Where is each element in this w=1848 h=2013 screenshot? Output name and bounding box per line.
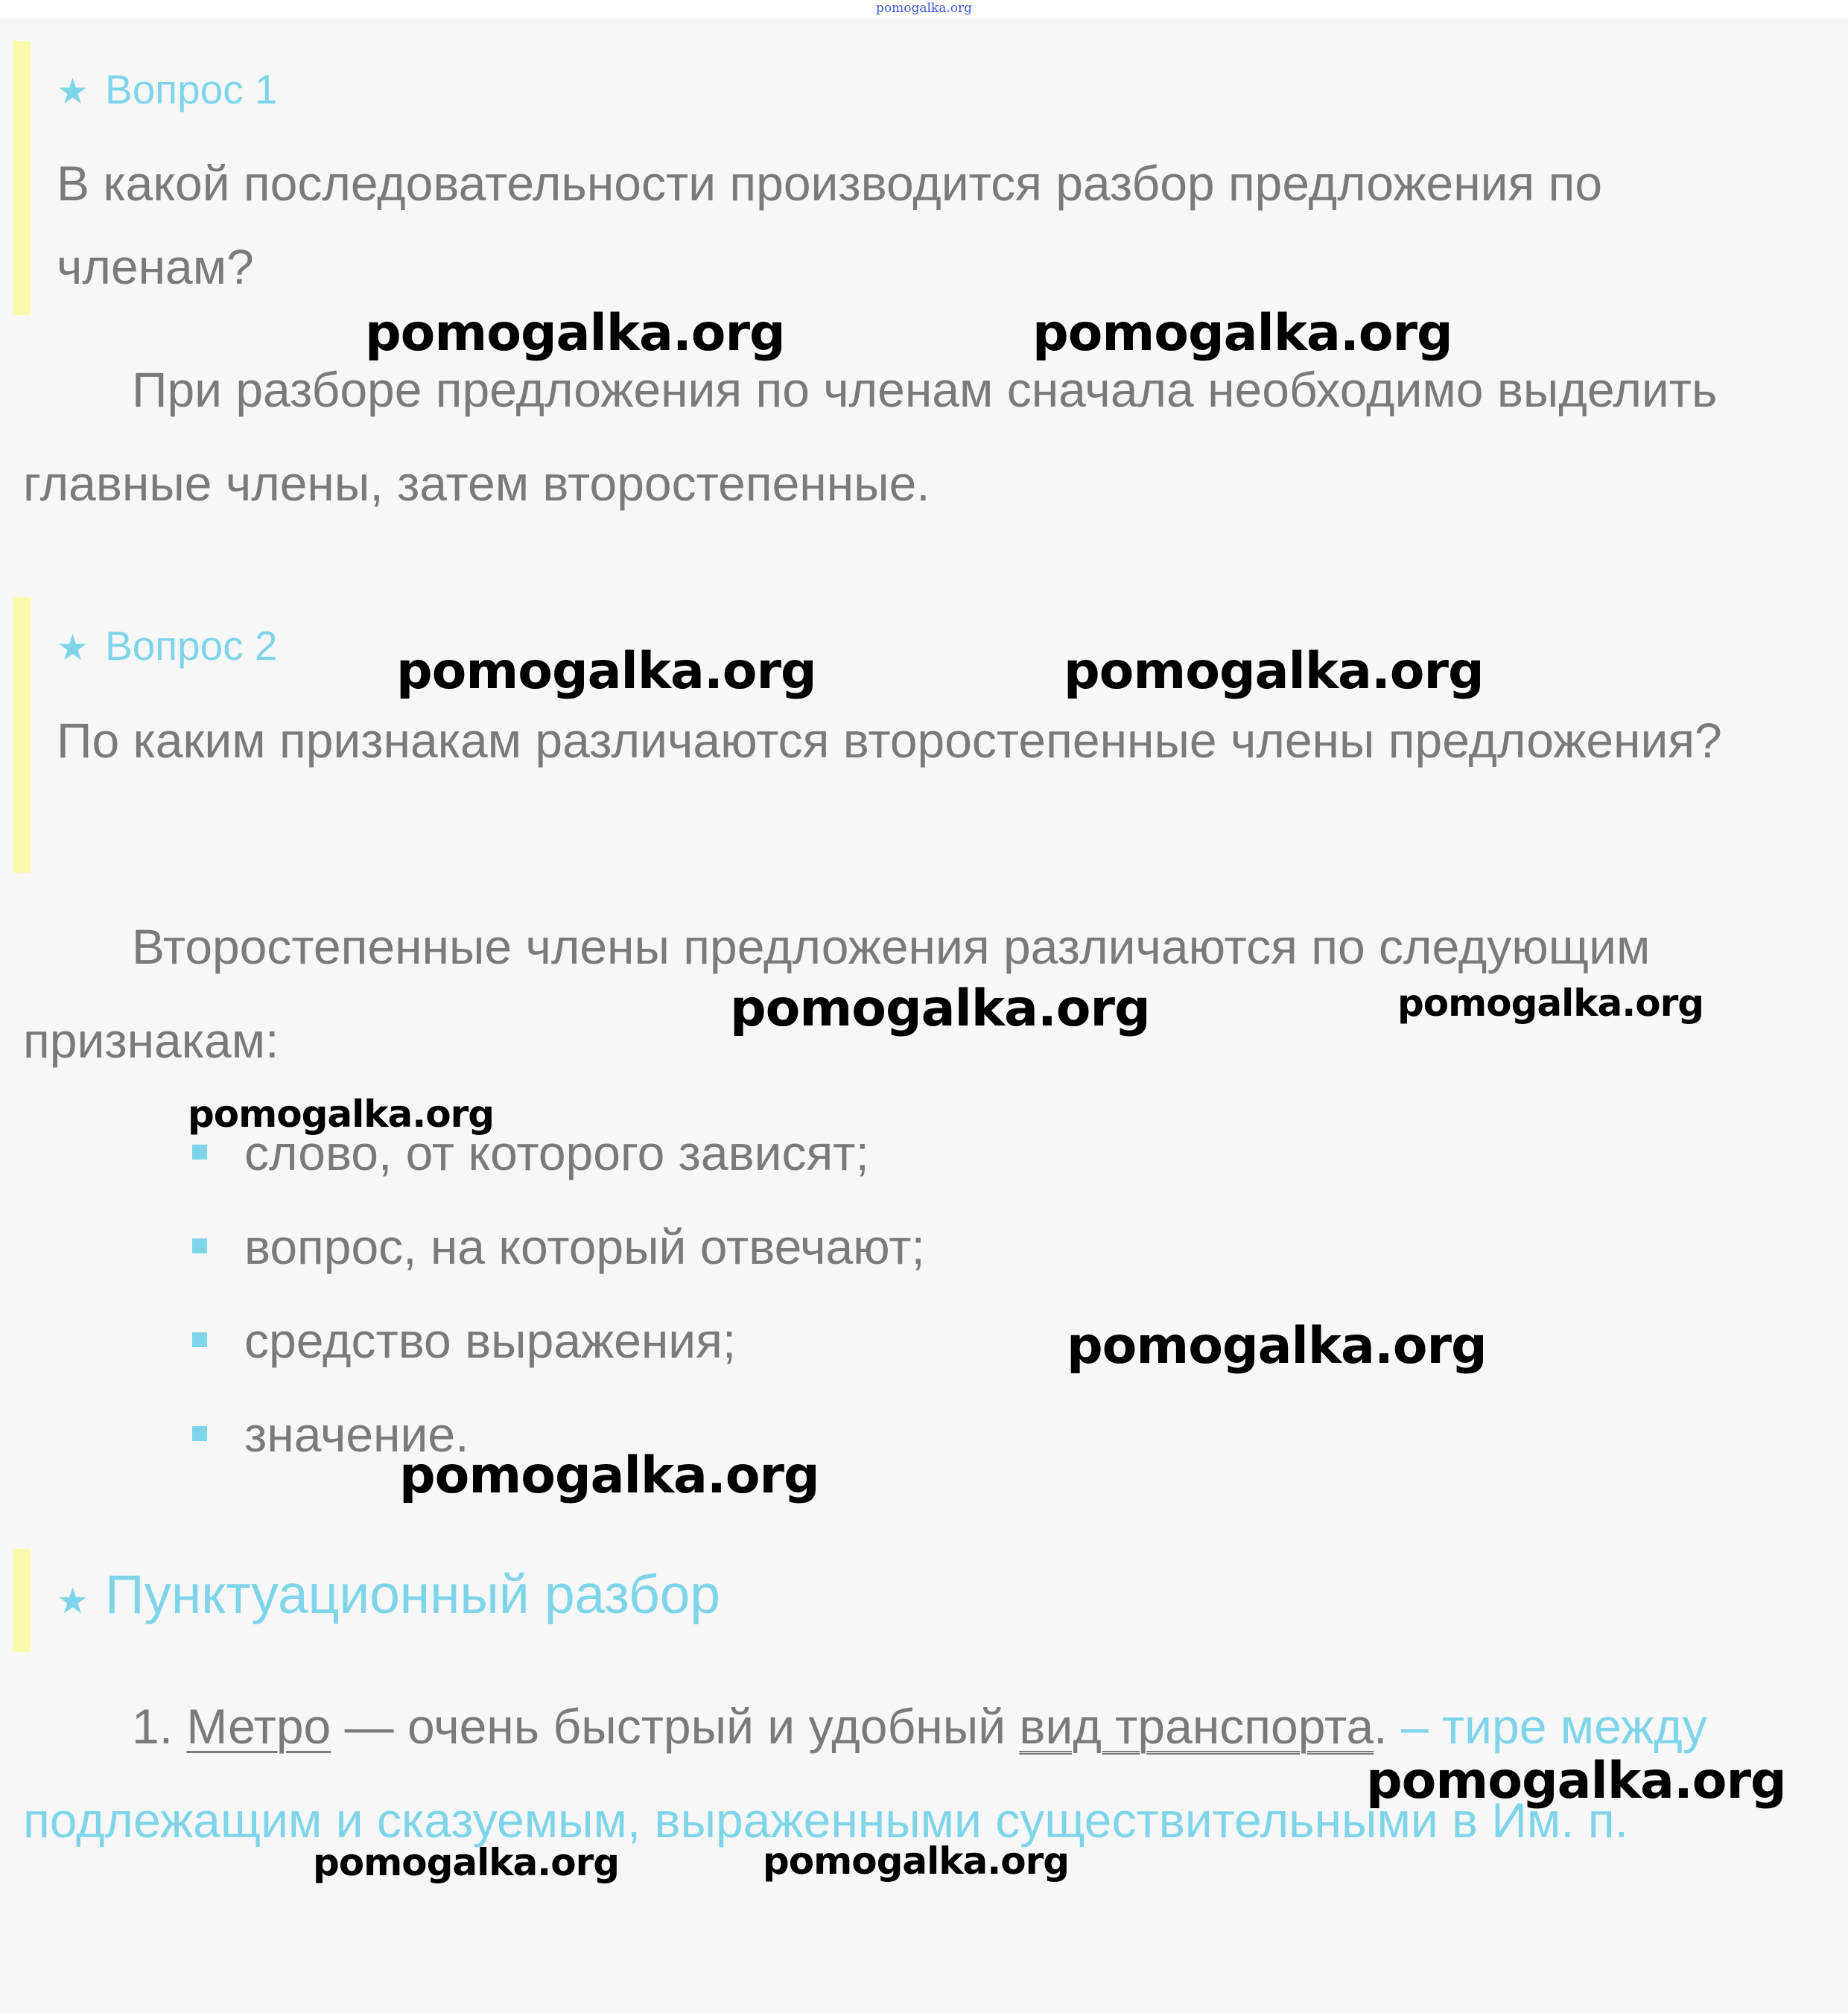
site-watermark: pomogalka.org: [875, 1, 972, 16]
star-icon: ★: [57, 629, 89, 668]
answer-1-text: При разборе предложения по членам сначала необходимо выделить главные члены, затем второстепенные.: [23, 362, 1718, 511]
watermark: pomogalka.org: [763, 1839, 1070, 1883]
bullet-square-icon: [192, 1145, 207, 1160]
watermark: pomogalka.org: [188, 1093, 495, 1136]
answer-2-text: Второстепенные члены предложения различаются по следующим признакам:: [23, 919, 1651, 1068]
list-item: значение.: [192, 1387, 925, 1481]
watermark: pomogalka.org: [1366, 1752, 1786, 1810]
answer-1: [23, 343, 1781, 530]
features-list: [192, 1106, 925, 1481]
example-middle: — очень быстрый и удобный: [331, 1699, 1020, 1754]
list-item: вопрос, на который отвечают;: [192, 1200, 925, 1294]
section-title: [57, 1564, 720, 1626]
watermark: pomogalka.org: [1064, 642, 1484, 701]
watermark: pomogalka.org: [1397, 982, 1704, 1025]
question-1-label: [57, 66, 278, 113]
question-1-accent-bar: [13, 41, 31, 315]
bullet-square-icon: [192, 1238, 207, 1253]
watermark: pomogalka.org: [1032, 304, 1452, 363]
list-item: слово, от которого зависят;: [192, 1106, 925, 1200]
watermark: pomogalka.org: [396, 642, 816, 701]
star-icon: ★: [57, 72, 89, 112]
question-2-accent-bar: [13, 597, 31, 873]
example-note: – тире между подлежащим и сказуемым, выраженными существительными в Им. п.: [23, 1699, 1707, 1848]
bullet-square-icon: [192, 1426, 207, 1441]
question-1-label-text: Вопрос 1: [105, 66, 278, 112]
watermark: pomogalka.org: [399, 1446, 819, 1505]
example-subject: Метро: [186, 1699, 331, 1754]
example-end: .: [1374, 1699, 1388, 1754]
section-accent-bar: [13, 1549, 31, 1652]
list-item: средство выражения;: [192, 1294, 925, 1387]
bullet-square-icon: [192, 1332, 207, 1347]
question-1-text: В какой последовательности производится разбор предложения по членам?: [57, 156, 1603, 294]
watermark: pomogalka.org: [1067, 1317, 1487, 1376]
star-icon: ★: [57, 1582, 89, 1621]
example-number: 1.: [132, 1699, 174, 1754]
watermark: pomogalka.org: [313, 1841, 620, 1884]
question-2-label-text: Вопрос 2: [105, 623, 278, 669]
section-title-text: Пунктуационный разбор: [105, 1565, 720, 1625]
question-2-label: [57, 622, 278, 670]
watermark: pomogalka.org: [365, 304, 785, 363]
watermark: pomogalka.org: [730, 979, 1150, 1038]
example-predicate: вид транспорта: [1019, 1699, 1374, 1754]
question-2-text: По каким признакам различаются второстепенные члены предложения?: [57, 713, 1722, 768]
